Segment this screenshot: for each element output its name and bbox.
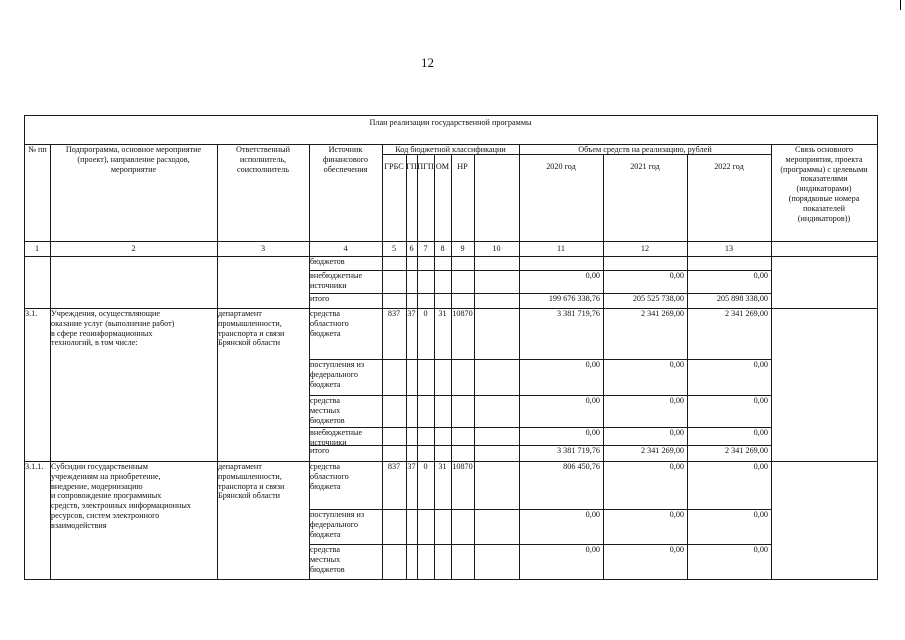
grid-line (434, 256, 435, 309)
value-2022: 0,00 (753, 462, 768, 471)
grid-line (603, 308, 604, 462)
grid-line (382, 308, 383, 462)
code-pgp: 0 (423, 309, 428, 318)
item-executor: департамент промышленности, транспорта и связи Брянской области (218, 462, 285, 501)
header-gp: ГП (406, 162, 417, 171)
header-volume: Объем средств на реализацию, рублей (578, 145, 712, 154)
item-name: Субсидии государственным учреждениям на приобретение, внедрение, модернизацию и сопровождение программных средств, электронных информационных ресурсов, систем электронного взаимодействия (51, 462, 191, 530)
grid-line (24, 579, 878, 580)
grid-line (771, 461, 772, 580)
column-number: 6 (409, 244, 414, 253)
value-2021: 0,00 (669, 510, 684, 519)
grid-line (382, 461, 383, 580)
page-number: 12 (421, 55, 434, 70)
grid-line (877, 115, 878, 580)
value-2020: 0,00 (585, 510, 600, 519)
source-cell: средства областного бюджета (310, 462, 349, 491)
grid-line (771, 256, 772, 309)
grid-line (474, 461, 475, 580)
code-np: 10870 (452, 462, 473, 471)
value-2022: 2 341 269,00 (725, 309, 768, 318)
grid-line (24, 115, 878, 116)
grid-line (519, 461, 520, 580)
code-gp: 37 (407, 462, 416, 471)
grid-line (519, 308, 520, 462)
grid-line (771, 308, 772, 462)
source-cell: средства областного бюджета (310, 309, 349, 338)
value-2022: 0,00 (753, 510, 768, 519)
value-2020: 3 381 719,76 (557, 446, 600, 455)
header-om: ОМ (435, 162, 450, 171)
item-number: 3.1. (25, 309, 38, 318)
header-np: НР (457, 162, 468, 171)
value-2022: 2 341 269,00 (725, 446, 768, 455)
table-title: План реализации государственной программы (369, 118, 532, 127)
code-gp: 37 (407, 309, 416, 318)
grid-line (406, 308, 407, 462)
item-number: 3.1.1. (25, 462, 44, 471)
source-cell: средства местных бюджетов (310, 545, 345, 574)
value-2021: 0,00 (669, 396, 684, 405)
grid-line (417, 308, 418, 462)
value-2022: 0,00 (753, 396, 768, 405)
value-2020: 0,00 (585, 428, 600, 437)
value-2020: 0,00 (585, 545, 600, 554)
source-cell: внебюджетные источники (310, 271, 363, 290)
value-2022: 0,00 (753, 545, 768, 554)
grid-line (603, 461, 604, 580)
header-budget-code: Код бюджетной классификации (395, 145, 506, 154)
value-2020: 199 676 338,76 (548, 294, 600, 303)
source-cell: внебюджетные источники (310, 428, 363, 447)
source-cell: итого (310, 294, 330, 303)
column-number: 11 (557, 244, 565, 253)
column-number: 4 (343, 244, 348, 253)
grid-line (687, 461, 688, 580)
header-link: Связь основного мероприятия, проекта (программы) с целевыми показателями (индикаторами) (порядковые номера показателей (индикаторов)) (780, 145, 868, 223)
value-2021: 0,00 (669, 360, 684, 369)
source-cell: итого (310, 446, 330, 455)
grid-line (434, 461, 435, 580)
column-number: 5 (391, 244, 397, 253)
grid-line (217, 256, 218, 309)
code-grbs: 837 (387, 309, 401, 318)
value-2020: 0,00 (585, 271, 600, 280)
item-name: Учреждения, осуществляющие оказание услуг (выполнение работ) в сфере геоинформационных технологий, в том числе: (51, 309, 175, 348)
grid-line (406, 461, 407, 580)
value-2021: 2 341 269,00 (641, 446, 684, 455)
code-np: 10870 (452, 309, 473, 318)
source-cell: поступления из федерального бюджета (310, 360, 365, 389)
plan-table (24, 115, 877, 579)
value-2021: 0,00 (669, 428, 684, 437)
code-om: 31 (438, 309, 447, 318)
grid-line (24, 115, 25, 580)
grid-line (50, 256, 51, 309)
grid-line (24, 241, 878, 242)
value-2020: 3 381 719,76 (557, 309, 600, 318)
grid-line (451, 461, 452, 580)
header-subprogram: Подпрограмма, основное мероприятие (проект), направление расходов, мероприятие (65, 145, 202, 174)
value-2020: 806 450,76 (563, 462, 600, 471)
header-source: Источник финансового обеспечения (323, 145, 368, 174)
value-2020: 0,00 (585, 396, 600, 405)
source-cell: поступления из федерального бюджета (310, 510, 365, 539)
value-2022: 0,00 (753, 428, 768, 437)
value-2021: 2 341 269,00 (641, 309, 684, 318)
column-number: 10 (492, 244, 501, 253)
column-number: 2 (131, 244, 136, 253)
grid-line (382, 256, 383, 309)
grid-line (687, 308, 688, 462)
edge-mark (900, 0, 901, 10)
header-num: № пп (28, 145, 47, 154)
value-2022: 0,00 (753, 360, 768, 369)
grid-line (406, 256, 407, 309)
grid-line (417, 461, 418, 580)
column-number: 8 (440, 244, 445, 253)
grid-line (474, 308, 475, 462)
column-number: 13 (724, 244, 734, 253)
grid-line (434, 308, 435, 462)
header-2022: 2022 год (714, 162, 744, 171)
item-executor: департамент промышленности, транспорта и связи Брянской области (218, 309, 285, 348)
column-number: 12 (640, 244, 650, 253)
header-pgp: ПГП (417, 162, 434, 171)
header-2021: 2021 год (630, 162, 660, 171)
column-number: 3 (260, 244, 266, 253)
code-om: 31 (438, 462, 447, 471)
value-2021: 0,00 (669, 462, 684, 471)
value-2022: 205 898 338,00 (716, 294, 768, 303)
column-number: 9 (460, 244, 465, 253)
grid-line (451, 308, 452, 462)
source-cell: бюджетов (310, 257, 345, 266)
header-grbs: ГРБС (384, 162, 404, 171)
grid-line (474, 256, 475, 309)
header-executor: Ответственный исполнитель, соисполнитель (236, 145, 290, 174)
code-pgp: 0 (423, 462, 428, 471)
value-2021: 205 525 738,00 (632, 294, 684, 303)
value-2021: 0,00 (669, 545, 684, 554)
header-2020: 2020 год (546, 162, 576, 171)
value-2022: 0,00 (753, 271, 768, 280)
source-cell: средства местных бюджетов (310, 396, 345, 425)
column-number: 7 (423, 244, 428, 253)
column-number: 1 (34, 244, 40, 253)
value-2020: 0,00 (585, 360, 600, 369)
grid-line (417, 256, 418, 309)
code-grbs: 837 (387, 462, 401, 471)
value-2021: 0,00 (669, 271, 684, 280)
grid-line (451, 256, 452, 309)
